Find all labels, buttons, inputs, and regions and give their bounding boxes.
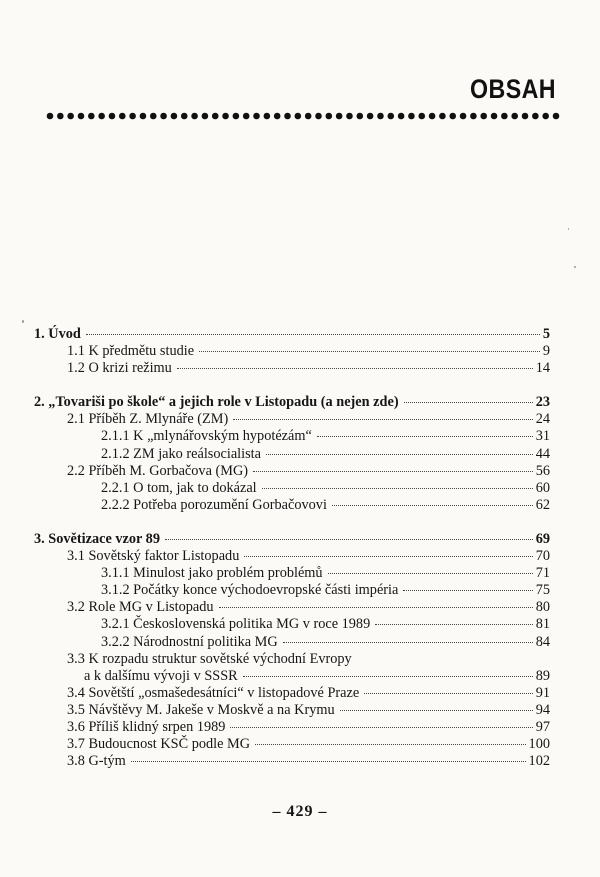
toc-entry: [34, 497, 550, 514]
dot-leader: [403, 590, 532, 591]
dot-leader: [328, 573, 533, 574]
toc-entry: [34, 565, 550, 582]
rule-dot: [119, 113, 126, 120]
toc-entry-title: 3.3 K rozpadu struktur sovětské východní Evropy: [67, 650, 352, 667]
toc-entry: [34, 531, 550, 548]
toc-entry-page: 23: [535, 394, 550, 411]
toc-entry: [34, 753, 550, 770]
toc-entry: [34, 326, 550, 343]
rule-dot: [377, 113, 384, 120]
dot-leader: [199, 351, 540, 352]
toc-entry: [34, 411, 550, 428]
rule-dot: [398, 113, 405, 120]
dot-leader: [283, 642, 533, 643]
dot-leader: [165, 539, 533, 540]
rule-dot: [274, 113, 281, 120]
rule-dot: [253, 113, 260, 120]
rule-dot: [326, 113, 333, 120]
rule-dot: [305, 113, 312, 120]
rule-dot: [367, 113, 374, 120]
dot-leader: [332, 505, 533, 506]
toc-entry-page: 69: [535, 530, 550, 547]
dot-leader: [177, 368, 533, 369]
rule-dot: [346, 113, 353, 120]
toc-entry-page: 5: [542, 326, 550, 342]
toc-entry-title: 2.2.1 O tom, jak to dokázal: [101, 479, 257, 496]
rule-dot: [418, 113, 425, 120]
toc-entry-page: 84: [535, 633, 550, 650]
toc-entry-page: 89: [535, 667, 550, 684]
rule-dot: [336, 113, 343, 120]
toc-entry-page: 102: [528, 753, 550, 770]
toc-entry: [34, 668, 550, 685]
dot-leader: [253, 471, 533, 472]
dot-leader: [233, 419, 533, 420]
toc-entry-title: 3. Sovětizace vzor 89: [34, 530, 160, 547]
toc-entry: [34, 548, 550, 565]
dot-leader: [243, 676, 533, 677]
toc-entry: [34, 719, 550, 736]
toc-entry: [34, 360, 550, 377]
rule-dot: [470, 113, 477, 120]
toc-entry-title: a k dalšímu vývoji v SSSR: [84, 667, 238, 684]
rule-dot: [501, 113, 508, 120]
toc-entry-page: 56: [535, 462, 550, 479]
dotted-rule: [46, 111, 560, 121]
toc-entry: [34, 463, 550, 480]
toc-entry-page: 80: [535, 599, 550, 616]
toc-entry-page: 91: [535, 684, 550, 701]
rule-dot: [460, 113, 467, 120]
table-of-contents: [34, 326, 550, 770]
toc-entry: [34, 480, 550, 497]
paper-speck: [568, 228, 569, 230]
toc-entry-page: 9: [542, 343, 550, 360]
toc-entry-page: 24: [535, 411, 550, 428]
page-number: – 429 –: [272, 803, 328, 820]
rule-dot: [480, 113, 487, 120]
rule-dot: [315, 113, 322, 120]
rule-dot: [408, 113, 415, 120]
toc-entry-page: 100: [528, 736, 550, 753]
toc-entry-title: 2.1.2 ZM jako reálsocialista: [101, 445, 262, 462]
rule-dot: [181, 113, 188, 120]
toc-entry-page: 81: [535, 616, 550, 633]
rule-dot: [212, 113, 219, 120]
toc-entry-title: 2.1 Příběh Z. Mlynáře (ZM): [67, 411, 229, 428]
toc-entry: [34, 634, 550, 651]
rule-dot: [78, 113, 85, 120]
dot-leader: [404, 402, 533, 403]
rule-dot: [511, 113, 518, 120]
toc-entry-page: 75: [535, 582, 550, 599]
toc-entry-page: 70: [535, 548, 550, 565]
toc-entry: [34, 582, 550, 599]
toc-entry-page: 14: [535, 360, 550, 377]
toc-entry-title: 3.6 Příliš klidný srpen 1989: [67, 718, 226, 735]
rule-dot: [284, 113, 291, 120]
toc-entry-title: 1.2 O krizi režimu: [67, 360, 172, 377]
toc-entry-title: 3.4 Sovětští „osmašedesátníci“ v listopadové Praze: [67, 684, 360, 701]
rule-dot: [491, 113, 498, 120]
rule-dot: [553, 113, 560, 120]
toc-entry-title: 1. Úvod: [34, 326, 81, 342]
toc-entry-title: 1.1 K předmětu studie: [67, 343, 195, 360]
rule-dot: [98, 113, 105, 120]
toc-entry: [34, 599, 550, 616]
rule-dot: [356, 113, 363, 120]
toc-entry: [34, 428, 550, 445]
toc-entry-title: 3.1.1 Minulost jako problém problémů: [101, 565, 323, 582]
rule-dot: [47, 113, 54, 120]
rule-dot: [140, 113, 147, 120]
dot-leader: [364, 693, 532, 694]
dot-leader: [375, 624, 532, 625]
toc-entry: [34, 343, 550, 360]
toc-entry-title: 2.2.2 Potřeba porozumění Gorbačovovi: [101, 496, 327, 513]
dot-leader: [266, 454, 533, 455]
toc-entry-title: 2.1.1 K „mlynářovským hypotézám“: [101, 428, 312, 445]
toc-entry-page: 97: [535, 718, 550, 735]
page-title: OBSAH: [469, 74, 556, 104]
rule-dot: [129, 113, 136, 120]
rule-dot: [264, 113, 271, 120]
toc-entry: [34, 736, 550, 753]
rule-dot: [542, 113, 549, 120]
section-gap: [34, 377, 550, 394]
rule-dot: [57, 113, 64, 120]
toc-entry-page: 31: [535, 428, 550, 445]
dot-leader: [317, 436, 533, 437]
toc-entry: [34, 651, 550, 668]
toc-entry-page: 94: [535, 701, 550, 718]
dot-leader: [244, 556, 532, 557]
dot-leader: [230, 727, 532, 728]
dot-leader: [262, 488, 533, 489]
toc-entry-title: 3.7 Budoucnost KSČ podle MG: [67, 736, 251, 753]
toc-entry: [34, 394, 550, 411]
toc-entry-title: 2.2 Příběh M. Gorbačova (MG): [67, 462, 249, 479]
toc-entry-title: 3.2 Role MG v Listopadu: [67, 599, 214, 616]
toc-entry-title: 2. „Tovariši po škole“ a jejich role v Listopadu (a nejen zde): [34, 394, 399, 411]
toc-entry-page: 44: [535, 445, 550, 462]
rule-dot: [233, 113, 240, 120]
toc-entry-page: 60: [535, 479, 550, 496]
toc-entry-title: 3.1.2 Počátky konce východoevropské části impéria: [101, 582, 399, 599]
paper-speck: [574, 266, 576, 268]
toc-entry-title: 3.2.2 Národnostní politika MG: [101, 633, 278, 650]
rule-dot: [160, 113, 167, 120]
rule-dot: [67, 113, 74, 120]
toc-entry-title: 3.2.1 Československá politika MG v roce 1989: [101, 616, 371, 633]
rule-dot: [222, 113, 229, 120]
rule-dot: [243, 113, 250, 120]
rule-dot: [202, 113, 209, 120]
dot-leader: [131, 761, 526, 762]
rule-dot: [88, 113, 95, 120]
rule-dot: [532, 113, 539, 120]
rule-dot: [191, 113, 198, 120]
toc-entry: [34, 616, 550, 633]
toc-entry: [34, 446, 550, 463]
toc-entry: [34, 685, 550, 702]
toc-entry-title: 3.5 Návštěvy M. Jakeše v Moskvě a na Krymu: [67, 701, 335, 718]
rule-dot: [171, 113, 178, 120]
dot-leader: [255, 744, 525, 745]
rule-dot: [439, 113, 446, 120]
section-gap: [34, 514, 550, 531]
rule-dot: [449, 113, 456, 120]
rule-dot: [109, 113, 116, 120]
dot-leader: [219, 607, 533, 608]
rule-dot: [150, 113, 157, 120]
toc-entry-page: 62: [535, 496, 550, 513]
rule-dot: [295, 113, 302, 120]
toc-entry-title: 3.1 Sovětský faktor Listopadu: [67, 548, 240, 565]
dot-leader: [340, 710, 533, 711]
rule-dot: [387, 113, 394, 120]
toc-entry-page: 71: [535, 565, 550, 582]
toc-entry: [34, 702, 550, 719]
rule-dot: [522, 113, 529, 120]
dot-leader: [86, 334, 540, 335]
toc-entry-title: 3.8 G-tým: [67, 753, 126, 770]
paper-speck: [22, 320, 24, 323]
rule-dot: [429, 113, 436, 120]
